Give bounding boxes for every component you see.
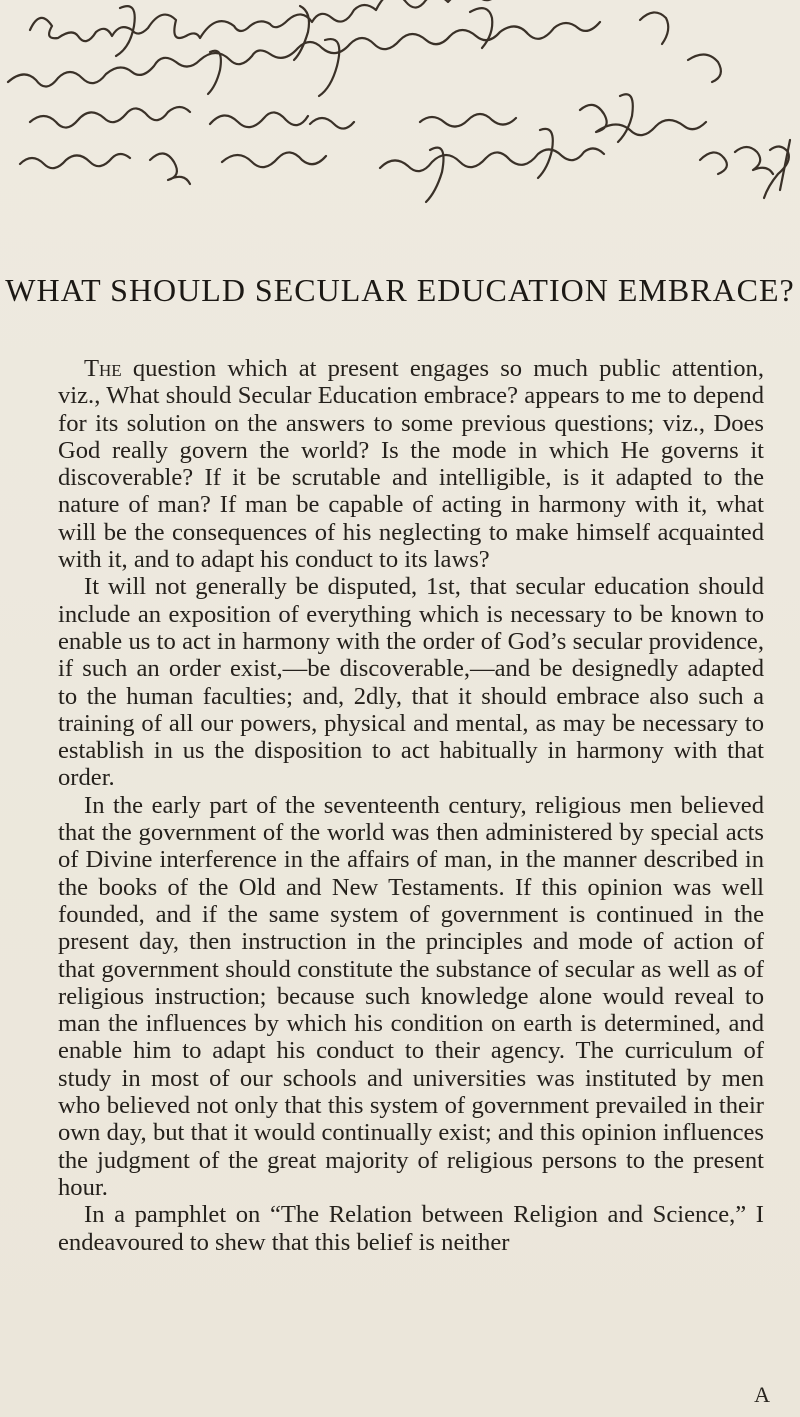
handwritten-inscription [0, 0, 800, 250]
handwriting-scribble-icon [0, 0, 800, 250]
paragraph [58, 792, 764, 1201]
signature-mark: A [754, 1382, 770, 1407]
paragraph-text: In a pamphlet on “The Relation between Religion and Science,” I endeavoured to shew that this belief is neither [58, 1201, 764, 1256]
paragraph [58, 1201, 764, 1256]
paragraph-lead: The [84, 355, 122, 382]
paragraph [58, 355, 764, 573]
paragraph-text: In the early part of the seventeenth century, religious men believed that the government of the world was then administered by special acts of Divine interference in the affairs of man, in the manner described in the books of the Old and New Testaments. If this opinion was well founded, and if the same system of government is continued in the present day, then instruction in the principles and mode of action of that government should constitute the substance of secular as well as of religious instruction; because such knowledge alone would reveal to man the influences by which his condition on earth is determined, and enable him to adapt his conduct to their agency. The curriculum of study in most of our schools and universities was instituted by men who believed not only that this system of government prevailed in their own day, but that it would continually exist; and this opinion influences the judgment of the great majority of religious persons to the present hour. [58, 791, 764, 1201]
paragraph-text: question which at present engages so much public attention, viz., What should Secular Education embrace? appears to me to depend for its solution on the answers to some previous questions; viz., Does God really govern the world? Is the mode in which He governs it discoverable? If it be scrutable and intelligible, is it adapted to the nature of man? If man be capable of acting in harmony with it, what will be the consequences of his neglecting to make himself acquainted with it, and to adapt his conduct to its laws? [58, 355, 764, 574]
page-title: WHAT SHOULD SECULAR EDUCATION EMBRACE? [5, 272, 795, 308]
paragraph [58, 573, 764, 791]
paragraph-text: It will not generally be disputed, 1st, that secular education should include an exposition of everything which is necessary to be known to enable us to act in harmony with the order of God’s secular providence, if such an order exist,—be discoverable,—and be designedly adapted to the human faculties; and, 2dly, that it should embrace also such a training of all our powers, physical and mental, as may be necessary to establish in us the disposition to act habitually in harmony with that order. [58, 573, 764, 792]
article-body [58, 355, 764, 1256]
